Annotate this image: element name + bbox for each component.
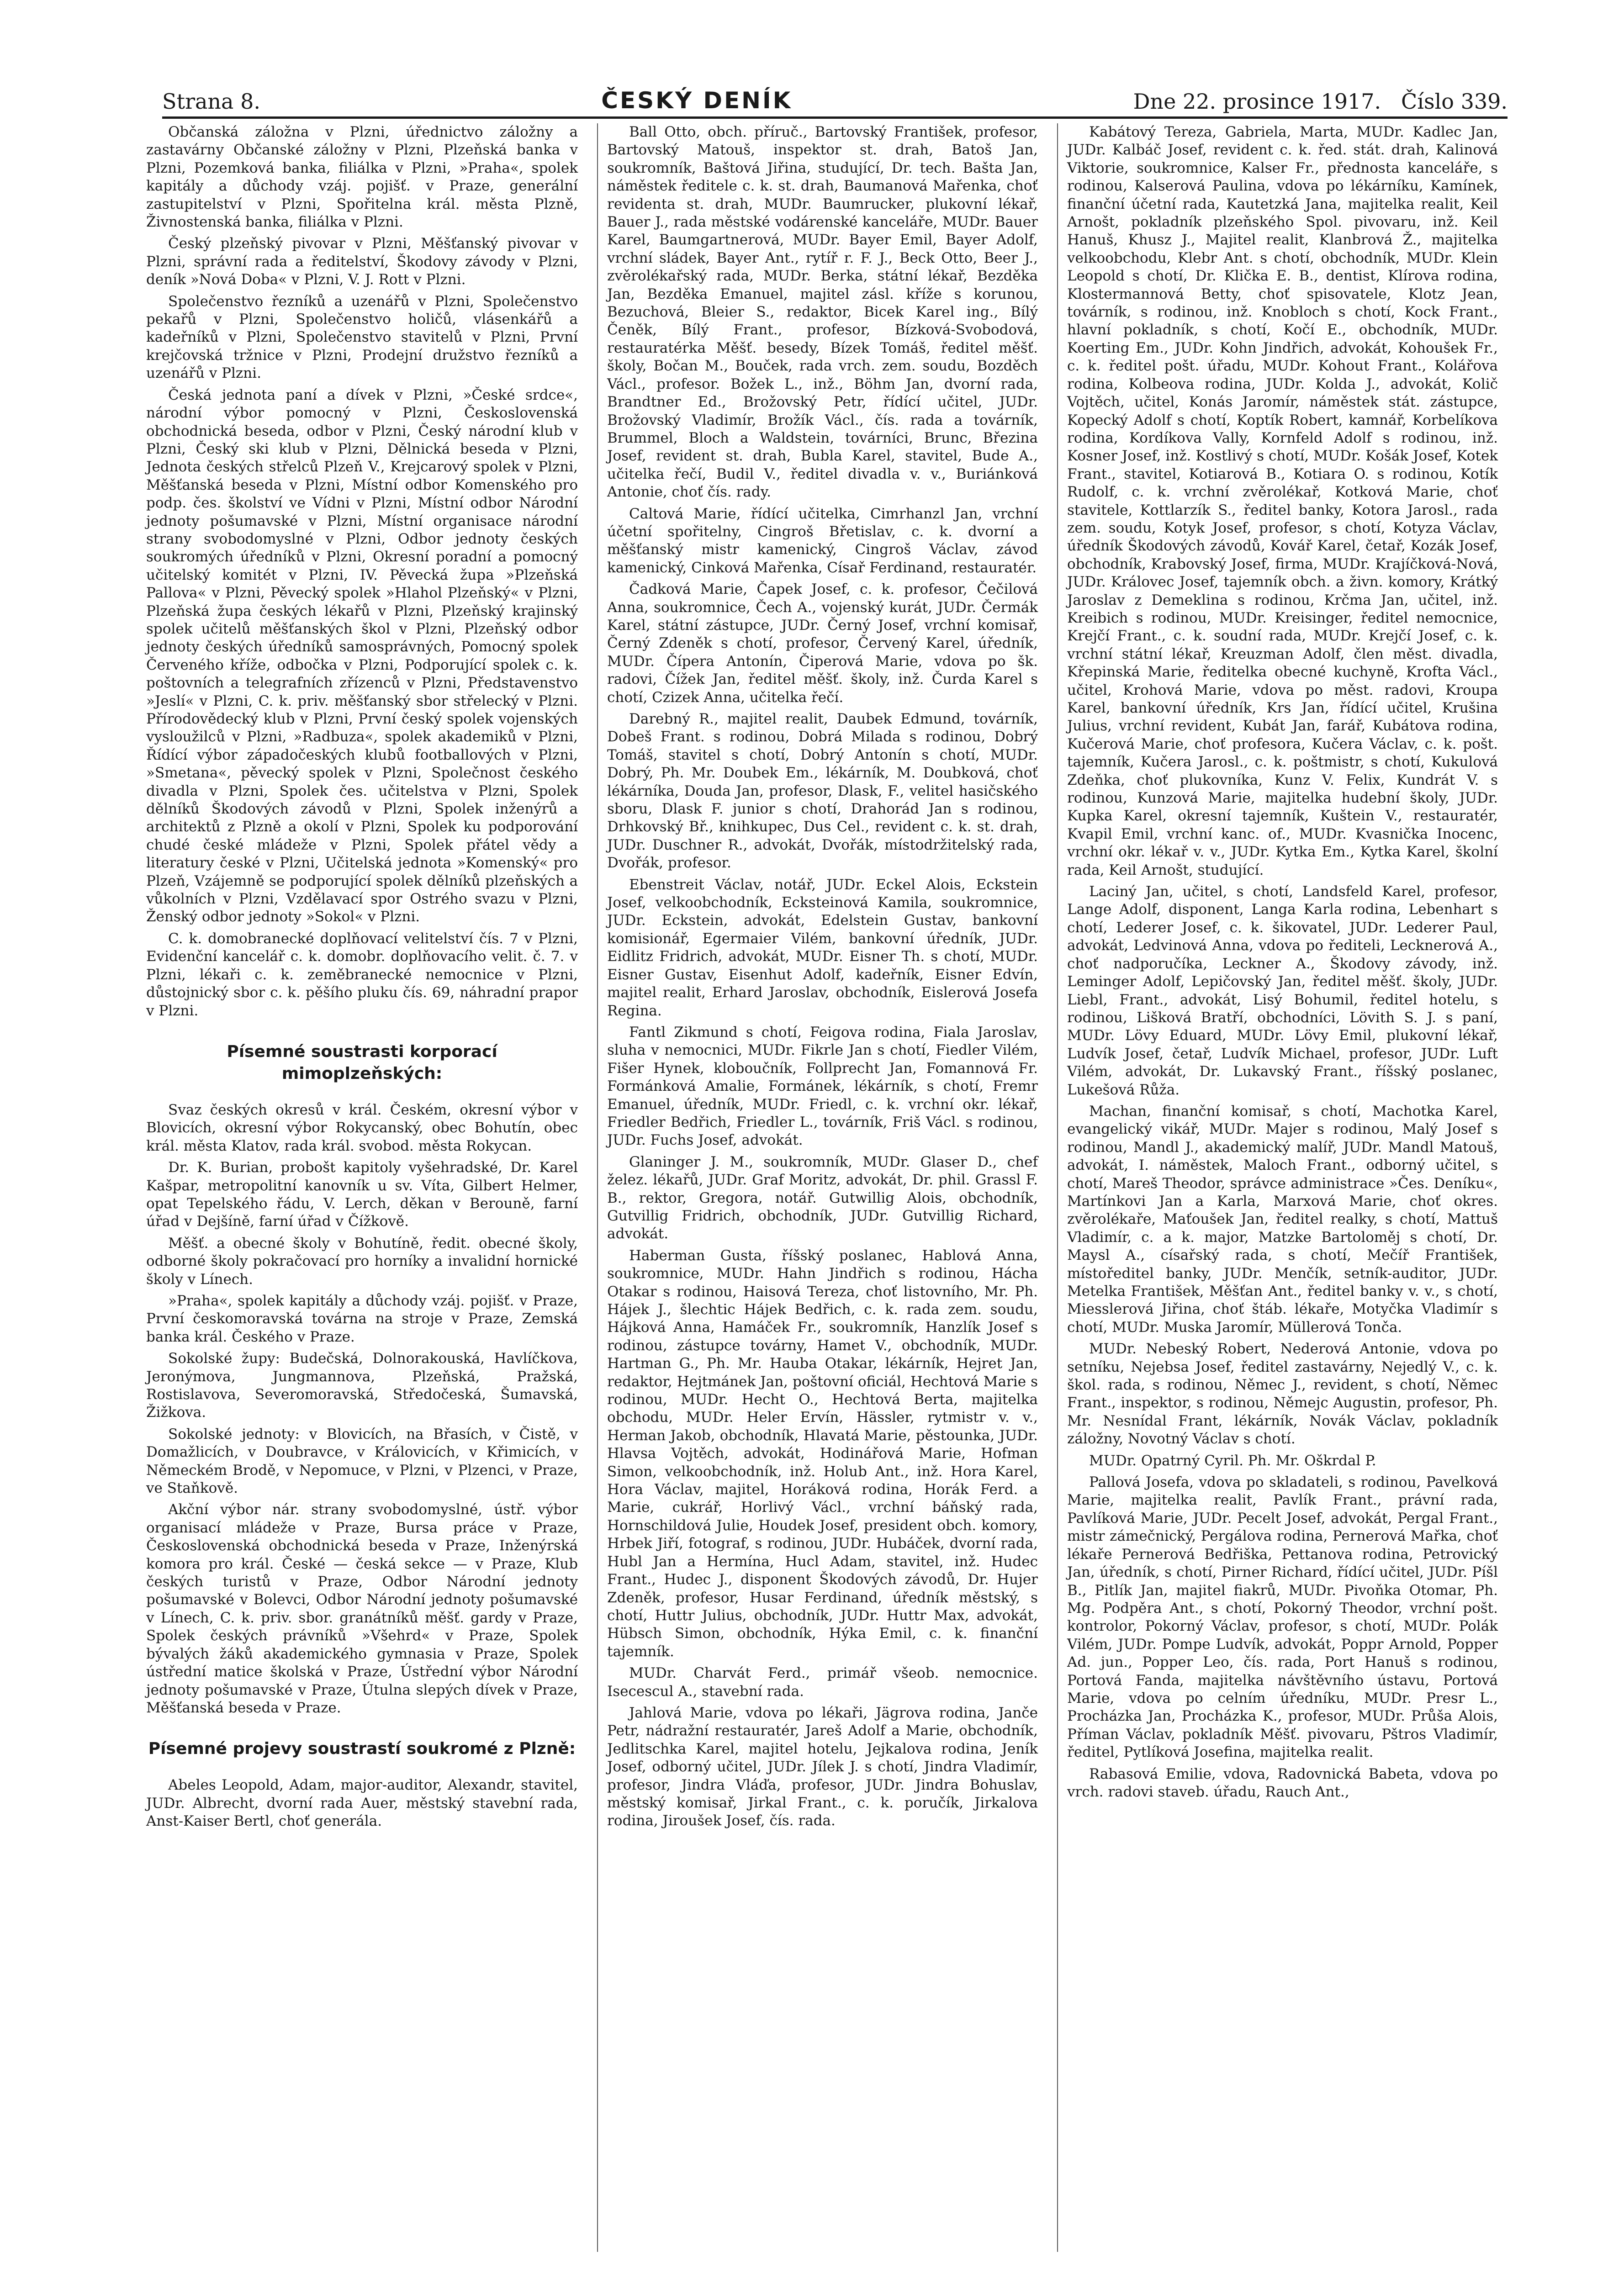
issue-date (1133, 89, 1508, 114)
paragraph: Dr. K. Burian, probošt kapitoly vyšehradské, Dr. Karel Kašpar, metropolitní kanovník u sv. Víta, Gilbert Helmer, opat Tepelského řádu, V. Lerch, děkan v Berouně, farní úřad v Dejšíně, farní úřad v Čížkově. (146, 1159, 578, 1230)
paragraph: Česká jednota paní a dívek v Plzni, »České srdce«, národní výbor pomocný v Plzni, Československá obchodnická beseda, odbor v Plzni, Český národní klub v Plzni, Český ski klub v Plzni, Dělnická beseda v Plzni, Jednota českých střelců Plzeň V., Krejcarový spolek v Plzni, Měšťanská beseda v Plzni, Místní odbor Komenského pro podp. čes. školství ve Vídni v Plzni, Místní odbor Národní jednoty pošumavské v Plzni, Místní organisace národní strany svobodomyslné v Plzni, Odbor jednoty českých soukromých úředníků v Plzni, Okresní poradní a pomocný učitelský komitét v Plzni, IV. Pěvecká župa »Plzeňská Pallova« v Plzni, Pěvecký spolek »Hlahol Plzeňský« v Plzni, Plzeňská župa českých lékařů v Plzni, Plzeňský krajinský spolek učitelů měšťanských škol v Plzni, Plzeňský odbor jednoty českých úředníků samosprávných, Pomocný spolek Červeného kříže, odbočka v Plzni, Podporující spolek c. k. poštovních a telegrafních zřízenců v Plzni, Představenstvo »Jeslí« v Plzni, C. k. priv. měšťanský sbor střelecký v Plzni. Přírodovědecký klub v Plzni, První český spolek vojenských vysloužilců v Plzni, »Radbuza«, spolek akademiků v Plzni, Řídící výbor západočeských klubů footballových v Plzni, »Smetana«, pěvecký spolek v Plzni, Společnost českého divadla v Plzni, Spolek čes. učitelstva v Plzni, Spolek dělníků Škodových závodů v Plzni, Spolek inženýrů a architektů z Plzně a okolí v Plzni, Spolek ku podporování chudé české mládeže v Plzni, Spolek přátel vědy a literatury české v Plzni, Učitelská jednota »Komenský« pro Plzeň, Vzájemně se podporující spolek dělníků plzeňských a vůkolních v Plzni, Vzdělavací spor Ostrého svazu v Plzni, Ženský odbor jednoty »Sokol« v Plzni. (146, 386, 578, 925)
paragraph: Jahlová Marie, vdova po lékaři, Jägrova rodina, Janče Petr, nádražní restauratér, Jareš Adolf a Marie, obchodník, Jedlitschka Karel, majitel hotelu, Jejkalova rodina, Jeník Josef, odborný učitel, JUDr. Jílek J. s chotí, Jindra Vladimír, profesor, Jindra Vláďa, profesor, JUDr. Jindra Bohuslav, městský komisař, Jirkal Frant., c. k. poručík, Jirkalova rodina, Jiroušek Josef, čís. rada. (607, 1704, 1038, 1829)
paragraph: C. k. domobranecké doplňovací velitelství čís. 7 v Plzni, Evidenční kancelář c. k. domobr. doplňovacího velit. č. 7. v Plzni, lékaři c. k. zeměbranecké nemocnice v Plzni, důstojnický sbor c. k. pěšího pluku čís. 69, náhradní prapor v Plzni. (146, 930, 578, 1019)
paragraph: Občanská záložna v Plzni, úřednictvo záložny a zastavárny Občanské záložny v Plzni, Plzeňská banka v Plzni, Pozemková banka, filiálka v Plzni, »Praha«, spolek kapitály a důchody vzáj. pojišť. v Praze, generální zastupitelství v Plzni, Spořitelna král. města Plzně, Živnostenská banka, filiálka v Plzni. (146, 124, 578, 231)
issue-number: Číslo 339. (1401, 89, 1508, 114)
paragraph: Sokolské župy: Budečská, Dolnorakouská, Havlíčkova, Jeronýmova, Jungmannova, Plzeňská, Pražská, Rostislavova, Severomoravská, Středočeská, Šumavská, Žižkova. (146, 1350, 578, 1421)
paragraph: Český plzeňský pivovar v Plzni, Měšťanský pivovar v Plzni, správní rada a ředitelství, Škodovy závody v Plzni, deník »Nová Doba« v Plzni, V. J. Rott v Plzni. (146, 235, 578, 288)
column-2 (597, 123, 1047, 2252)
paragraph: MUDr. Nebeský Robert, Nederová Antonie, vdova po setníku, Nejebsa Josef, ředitel zastavárny, Nejedlý V., c. k. škol. rada, s rodinou, Němec J., revident, s chotí, Němec Frant., inspektor, s rodinou, Němejc Augustin, profesor, Ph. Mr. Nesnídal Frant, lékárník, Novák Václav, pokladník záložny, Novotný Václav s chotí. (1067, 1341, 1498, 1447)
paragraph: Svaz českých okresů v král. Českém, okresní výbor v Blovicích, okresní výbor Rokycanský, obec Bohutín, obec král. města Klatov, rada král. svobod. města Rokycan. (146, 1101, 578, 1154)
paragraph: Laciný Jan, učitel, s chotí, Landsfeld Karel, profesor, Lange Adolf, disponent, Langa Karla rodina, Lebenhart s chotí, Lederer Josef, c. k. šikovatel, JUDr. Lederer Paul, advokát, Ledvinová Anna, vdova po řediteli, Lecknerová A., choť nadporučíka, Leckner A., Škodovy závody, inž. Leminger Adolf, Lepičovský Jan, ředitel měšť. školy, JUDr. Liebl, Frant., advokát, Lisý Bohumil, ředitel hotelu, s rodinou, Lišková Bratří, obchodníci, Lövith S. J. s paní, MUDr. Lövy Eduard, MUDr. Lövy Emil, plukovní lékař, Ludvík Josef, četař, Ludvík Michael, profesor, JUDr. Luft Vilém, advokát, Dr. Lukavský Frant., říšský poslanec, Lukešová Růža. (1067, 883, 1498, 1098)
section-heading: Písemné soustrasti korporací mimoplzeňských: (227, 1042, 497, 1083)
newspaper-title: ČESKÝ DENÍK (601, 87, 793, 114)
section-heading: Písemné projevy soustrastí soukromé z Plzně: (148, 1739, 576, 1759)
paragraph: Abeles Leopold, Adam, major-auditor, Alexandr, stavitel, JUDr. Albrecht, dvorní rada Auer, městský stavební rada, Anst-Kaiser Bertl, choť generála. (146, 1777, 578, 1830)
paragraph: MUDr. Opatrný Cyril. Ph. Mr. Oškrdal P. (1089, 1452, 1376, 1469)
column-1 (137, 123, 587, 2252)
paragraph: Ebenstreit Václav, notář, JUDr. Eckel Alois, Eckstein Josef, velkoobchodník, Ecksteinová Kamila, soukromnice, JUDr. Eckstein, advokát, Edelstein Gustav, bankovní komisionář, Egermaier Vilém, bankovní úředník, JUDr. Eidlitz Fridrich, advokát, MUDr. Eisner Th. s chotí, MUDr. Eisner Gustav, Eisenhut Adolf, kadeřník, Eisner Edvín, majitel realit, Erhard Jaroslav, obchodník, Eislerová Josefa Regina. (607, 876, 1038, 1019)
paragraph: Kabátový Tereza, Gabriela, Marta, MUDr. Kadlec Jan, JUDr. Kalbáč Josef, revident c. k. řed. stát. drah, Kalinová Viktorie, soukromnice, Kalser Fr., přednosta kanceláře, s rodinou, Kalserová Paulina, vdova po lékárníku, Kamínek, finanční účetní rada, Kautetzká Jana, majitelka realit, Keil Arnošt, pokladník plzeňského Spol. pivovaru, inž. Keil Hanuš, Khusz J., Majitel realit, Klanbrová Ž., majitelka velkoobchodu, Klebr Ant. s chotí, obchodník, MUDr. Klein Leopold s chotí, Dr. Klička E. B., dentist, Klírova rodina, Klostermannová Betty, choť spisovatele, Klotz Jean, továrník, s rodinou, inž. Knobloch s chotí, Kock Frant., hlavní pokladník, s chotí, Kočí E., obchodník, MUDr. Koerting Em., JUDr. Kohn Jindřich, advokát, Kohoušek Fr., c. k. ředitel pošt. úřadu, MUDr. Kohout Frant., Kolářova rodina, Kolbeova rodina, JUDr. Kolda J., advokát, Količ Vojtěch, učitel, Konás Jaromír, náměstek stát. zástupce, Kopecký Adolf s chotí, Koptík Robert, kamnář, Korbelíkova rodina, Kordíkova Vally, Kornfeld Adolf s rodinou, inž. Kosner Josef, inž. Kostlivý s chotí, MUDr. Košák Josef, Kotek Frant., stavitel, Kotiarová B., Kotiara O. s rodinou, Kotík Rudolf, c. k. vrchní zvěrolékař, Kotková Marie, choť stavitele, Kottlarzík S., ředitel banky, Kotora Jarosl., rada zem. soudu, Kotyk Josef, profesor, s chotí, Kotyza Václav, úředník Škodových závodů, Kovář Karel, četař, Kozák Josef, obchodník, Krabovský Josef, firma, MUDr. Krajíčková-Nová, JUDr. Královec Josef, tajemník obch. a živn. komory, Krátký Jaroslav z Demeklina s rodinou, Krčma Jan, učitel, inž. Kreibich s rodinou, MUDr. Kreisinger, ředitel nemocnice, Krejčí Frant., c. k. soudní rada, MUDr. Krejčí Josef, c. k. vrchní státní lékař, Kreuzman Adolf, člen měst. divadla, Křepinská Marie, ředitelka obecné kuchyně, Krofta Václ., učitel, Krohová Marie, vdova po měst. radovi, Kroupa Karel, bankovní úředník, Krs Jan, řídící učitel, Krušina Julius, vrchní revident, Kubát Jan, farář, Kubátova rodina, Kučerová Marie, choť profesora, Kučera Václav, c. k. pošt. tajemník, Kučera Jarosl., c. k. poštmistr, s chotí, Kukulová Zdeňka, choť plukovníka, Kunz V. Felix, Kundrát V. s rodinou, Kunzová Marie, majitelka hudební školy, JUDr. Kupka Karel, okresní tajemník, Kuštein V., restauratér, Kvapil Emil, vrchní kanc. of., MUDr. Kvasnička Inocenc, vrchní okr. lékař v. v., JUDr. Kytka Em., Kytka Karel, školní rada, Keil Arnošt, studující. (1067, 124, 1498, 878)
paragraph: »Praha«, spolek kapitály a důchody vzáj. pojišť. v Praze, První českomoravská továrna na stroje v Praze, Zemská banka král. Českého v Praze. (146, 1292, 578, 1345)
column-3 (1057, 123, 1507, 2252)
paragraph: Glaninger J. M., soukromník, MUDr. Glaser D., chef želez. lékařů, JUDr. Graf Moritz, advokát, Dr. phil. Grassl F. B., rektor, Gregora, notář. Gutwillig Alois, obchodník, Gutvillig Fridrich, obchodník, JUDr. Gutvillig Richard, advokát. (607, 1153, 1038, 1242)
columns (137, 123, 1517, 2252)
paragraph: MUDr. Charvát Ferd., primář všeob. nemocnice. Isecescul A., stavební rada. (607, 1665, 1038, 1700)
paragraph: Haberman Gusta, říšský poslanec, Hablová Anna, soukromnice, MUDr. Hahn Jindřich s rodinou, Hácha Otakar s rodinou, Haisová Tereza, choť listovního, Mr. Ph. Hájek J., šlechtic Hájek Bedřich, c. k. rada zem. soudu, Hájková Anna, Hamáček Fr., soukromník, Hanzlík Josef s rodinou, zástupce továrny, Hamet V., obchodník, MUDr. Hartman G., Ph. Mr. Hauba Otakar, lékárník, Hejret Jan, redaktor, Hejtmánek Jan, poštovní oficiál, Hechtová Marie s rodinou, MUDr. Hecht O., Hechtová Berta, majitelka obchodu, MUDr. Heler Ervín, Hässler, rytmistr v. v., Herman Jakob, obchodník, Hlavatá Marie, pěstounka, JUDr. Hlavsa Vojtěch, advokát, Hodinářová Marie, Hofman Simon, velkoobchodník, inž. Holub Ant., inž. Hora Karel, Hora Václav, majitel, Horáková rodina, Horák Ferd. a Marie, cukrář, Horlivý Václ., vrchní báňský rada, Hornschildová Julie, Houdek Josef, president obch. komory, Hrbek Jiří, fotograf, s rodinou, JUDr. Hubáček, dvorní rada, Hubl Jan a Hermína, Hucl Adam, stavitel, inž. Hudec Frant., Hudec J., disponent Škodových závodů, Dr. Hujer Zdeněk, profesor, Husar Ferdinand, úředník městský, s chotí, Huttr Julius, obchodník, JUDr. Huttr Max, advokát, Hübsch Simon, obchodník, Hýka Emil, c. k. finanční tajemník. (607, 1247, 1038, 1660)
page-number: Strana 8. (162, 89, 260, 114)
paragraph: Machan, finanční komisař, s chotí, Machotka Karel, evangelický vikář, MUDr. Majer s rodinou, Malý Josef s rodinou, Mandl J., akademický malíř, JUDr. Mandl Matouš, advokát, I. náměstek, Maloch Frant., odborný učitel, s chotí, Mareš Theodor, správce administrace »Čes. Deníku«, Martínkovi Jan a Karla, Marxová Marie, choť okres. zvěrolékaře, Maťoušek Jan, ředitel realky, s chotí, Mattuš Vladimír, c. a k. major, Matzke Bartoloměj s chotí, Dr. Maysl A., císařský rada, s chotí, Mečíř František, místoředitel banky, JUDr. Menčík, setník-auditor, JUDr. Metelka František, Měšťan Ant., ředitel banky v. v., s chotí, Miesslerová Jiřina, choť štáb. lékaře, Motyčka Vladimír s chotí, MUDr. Muska Jaromír, Müllerová Tonča. (1067, 1103, 1498, 1336)
paragraph: Akční výbor nár. strany svobodomyslné, ústř. výbor organisací mládeže v Praze, Bursa práce v Praze, Československá obchodnická beseda v Praze, Inženýrská komora pro král. České — česká sekce — v Praze, Klub českých turistů v Praze, Odbor Národní jednoty pošumavské v Bolevci, Odbor Národní jednoty pošumavské v Línech, C. k. priv. sbor. granátníků měšť. gardy v Praze, Spolek českých právníků »Všehrd« v Praze, Spolek bývalých žáků akademického gymnasia v Praze, Spolek ústřední matice školská v Praze, Ústřední výbor Národní jednoty pošumavské v Praze, Útulna slepých dívek v Praze, Měšťanská beseda v Praze. (146, 1501, 578, 1716)
paragraph: Společenstvo řezníků a uzenářů v Plzni, Společenstvo pekařů v Plzni, Společenstvo holičů, vlásenkářů a kadeřníků v Plzni, Společenstvo stavitelů v Plzni, První krejčovská tržnice v Plzni, Prodejní družstvo řezníků a uzenářů v Plzni. (146, 293, 578, 382)
paragraph: Sokolské jednoty: v Blovicích, na Břasích, v Čistě, v Domažlicích, v Doubravce, v Královicích, v Křimicích, v Německém Brodě, v Nepomuce, v Plzni, v Plzenci, v Praze, ve Staňkově. (146, 1426, 578, 1497)
paragraph: Čadková Marie, Čapek Josef, c. k. profesor, Čečilová Anna, soukromnice, Čech A., vojenský kurát, JUDr. Čermák Karel, státní zástupce, JUDr. Černý Josef, vrchní komisař, Černý Zdeněk s chotí, profesor, Červený Karel, úředník, MUDr. Čípera Antonín, Čiperová Marie, vdova po šk. radovi, Čížek Jan, ředitel měšť. školy, inž. Čurda Karel s chotí, Czizek Anna, učitelka řečí. (607, 581, 1038, 706)
paragraph: Ball Otto, obch. příruč., Bartovský František, profesor, Bartovský Matouš, inspektor st. drah, Batoš Jan, soukromník, Baštová Jiřina, studující, Dr. tech. Bašta Jan, náměstek ředitele c. k. st. drah, Baumanová Mařenka, choť revidenta st. drah, MUDr. Baumrucker, plukovní lékař, Bauer J., rada městské vodárenské kanceláře, MUDr. Bauer Karel, Baumgartnerová, MUDr. Bayer Emil, Bayer Adolf, vrchní sládek, Bayer Ant., rytíř r. F. J., Beck Otto, Beer J., zvěrolékařský rada, MUDr. Berka, státní lékař, Bezděka Jan, Bezděka Emanuel, majitel zásl. kříže s korunou, Bezuchová, Bleier S., redaktor, Bicek Karel ing., Bílý Čeněk, Bílý Frant., profesor, Bízková-Svobodová, restauratérka Měšť. besedy, Bízek Tomáš, ředitel měšť. školy, Bočan M., Bouček, rada vrch. zem. soudu, Bozděch Václ., profesor. Božek L., inž., Böhm Jan, dvorní rada, Brandtner Ed., Brožovský Petr, řídící učitel, JUDr. Brožovský Vladimír, Brožík Václ., čís. rada a továrník, Brummel, Bloch a Waldstein, továrníci, Brunc, Březina Josef, revident st. drah, Bubla Karel, stavitel, Bude A., učitelka řečí, Budil V., ředitel divadla v. v., Buriánková Antonie, choť čís. rady. (607, 124, 1038, 501)
paragraph: Darebný R., majitel realit, Daubek Edmund, továrník, Dobeš Frant. s rodinou, Dobrá Milada s rodinou, Dobrý Tomáš, stavitel s chotí, Dobrý Antonín s chotí, MUDr. Dobrý, Ph. Mr. Doubek Em., lékárník, M. Doubková, choť lékárníka, Douda Jan, profesor, Dlask, F., velitel hasičského sboru, Dlask F. junior s chotí, Drahorád Jan s rodinou, Drhkovský Bř., knihkupec, Dus Cel., revident c. k. st. drah, JUDr. Duschner R., advokát, Dvořák, místodržitelský rada, Dvořák, profesor. (607, 711, 1038, 872)
paragraph: Caltová Marie, řídící učitelka, Cimrhanzl Jan, vrchní účetní spořitelny, Cingroš Břetislav, c. k. dvorní a měšťanský mistr kamenický, Cingroš Václav, závod kamenický, Cinková Mařenka, Císař Ferdinand, restauratér. (607, 505, 1038, 576)
paragraph: Rabasová Emilie, vdova, Radovnická Babeta, vdova po vrch. radovi staveb. úřadu, Rauch Ant., (1067, 1765, 1498, 1800)
paragraph: Fantl Zikmund s chotí, Feigova rodina, Fiala Jaroslav, sluha v nemocnici, MUDr. Fikrle Jan s chotí, Fiedler Vilém, Fišer Hynek, kloboučník, Follprecht Jan, Fomannová Fr. Formánková Amalie, Formánek, lékárník, s chotí, Fremr Emanuel, úředník, MUDr. Friedl, c. k. vrchní okr. lékař, Friedler Bedřich, Friedler L., továrník, Friš Václ. s rodinou, JUDr. Fuchs Josef, advokát. (607, 1024, 1038, 1149)
paragraph: Měšť. a obecné školy v Bohutíně, ředit. obecné školy, odborné školy pokračovací pro horníky a invalidní hornické školy v Línech. (146, 1235, 578, 1288)
paragraph: Pallová Josefa, vdova po skladateli, s rodinou, Pavelková Marie, majitelka realit, Pavlík Frant., právní rada, Pavlíková Marie, JUDr. Pecelt Josef, advokát, Pergal Frant., mistr zámečnický, Pergálova rodina, Pernerová Mařka, choť lékaře Pernerová Bedřiška, Pettanova rodina, Petrovický Jan, úředník, s chotí, Pirner Richard, řídící učitel, JUDr. Píšl B., Pitlík Jan, majitel fiakrů, MUDr. Pivoňka Otomar, Ph. Mg. Podpěra Ant., s chotí, Pokorný Theodor, vrchní pošt. kontrolor, Pokorný Václav, profesor, s chotí, MUDr. Polák Vilém, JUDr. Pompe Ludvík, advokát, Poppr Arnold, Popper Ad. jun., Popper Leo, čís. rada, Port Hanuš s rodinou, Portová Fanda, majitelka návštěvního ústavu, Portová Marie, vdova po celním úředníku, MUDr. Presr L., Procházka Jan, Procházka K., profesor, MUDr. Průša Alois, Příman Václav, pokladník Měšť. pivovaru, Pštros Vladimír, ředitel, Pytlíková Josefina, majitelka realit. (1067, 1474, 1498, 1761)
masthead (162, 69, 1508, 119)
date-text: Dne 22. prosince 1917. (1133, 89, 1381, 114)
